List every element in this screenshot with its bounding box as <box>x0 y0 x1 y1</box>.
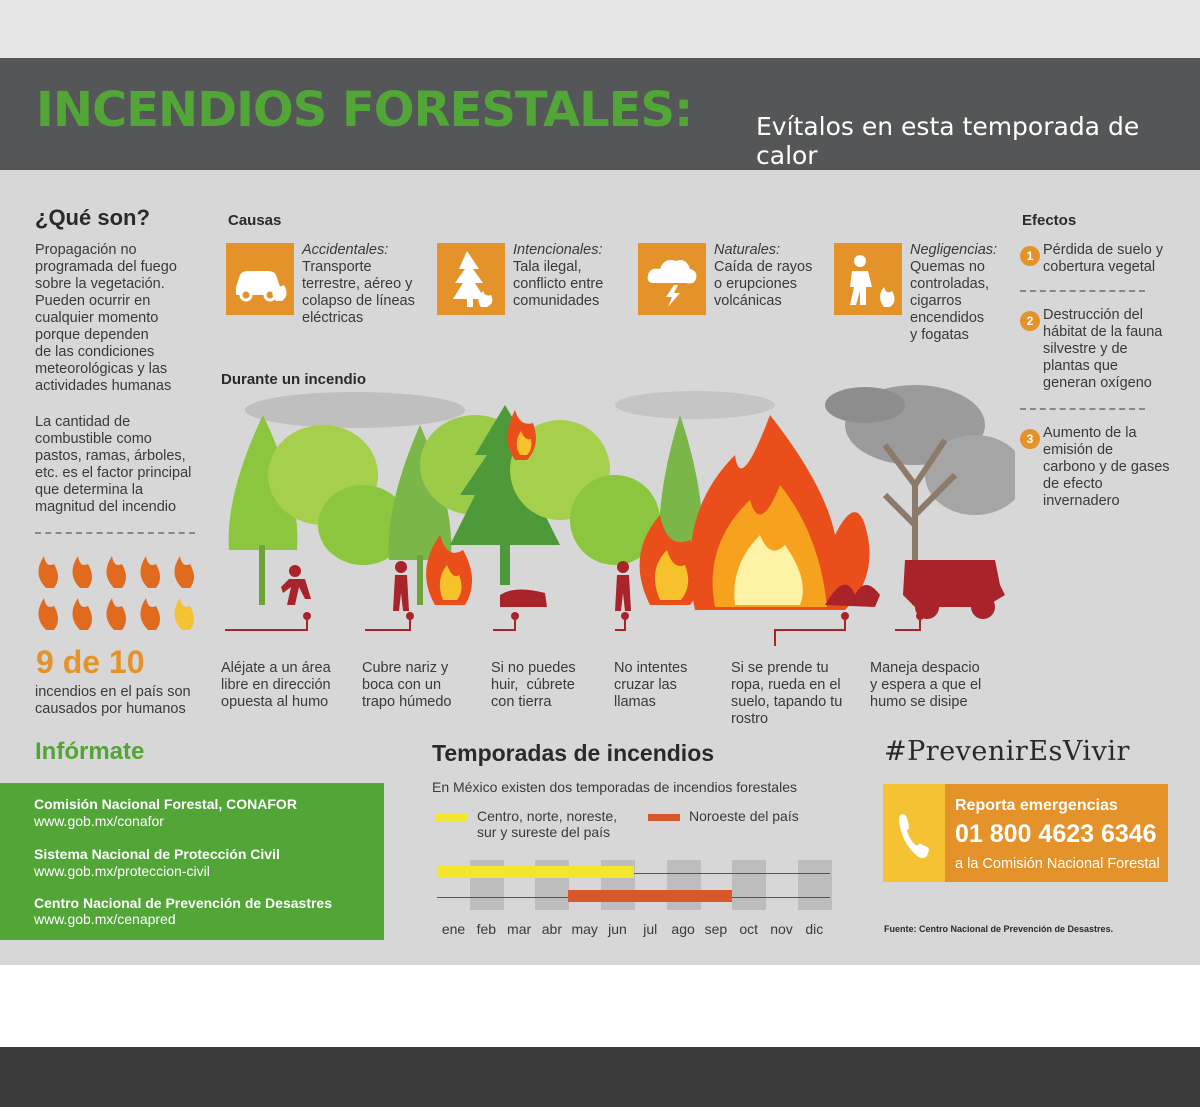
tip-pointers <box>215 606 955 646</box>
car-fire-icon <box>226 243 294 315</box>
divider <box>1020 290 1145 292</box>
tree-fire-icon <box>437 243 505 315</box>
month-label: mar <box>507 921 532 937</box>
org-link[interactable]: www.gob.mx/cenapred <box>34 911 176 927</box>
month-label: nov <box>770 921 793 937</box>
que-son-heading: ¿Qué son? <box>35 205 150 230</box>
page-subtitle: Evítalos en esta temporada de calor <box>756 112 1140 170</box>
effect-2: Destrucción del hábitat de la fauna silvestre y de plantas que generan oxígeno <box>1043 307 1163 391</box>
effect-number-3: 3 <box>1020 429 1040 449</box>
month-column-bg <box>798 860 832 910</box>
cause-naturales: Naturales: Caída de rayos o erupciones volcánicas <box>714 242 813 309</box>
report-phone-number[interactable]: 01 800 4623 6346 <box>955 820 1157 848</box>
page-title: INCENDIOS FORESTALES: <box>36 82 693 138</box>
effect-number-1: 1 <box>1020 246 1040 266</box>
que-son-text-1: Propagación no programada del fuego sobre la vegetación. Pueden ocurrir en cualquier momento porque dependen de las condiciones meteorológicas y las actividades humanas <box>35 242 177 394</box>
effect-1: Pérdida de suelo y cobertura vegetal <box>1043 242 1164 275</box>
month-label: may <box>571 921 598 937</box>
legend-label-2: Noroeste del país <box>689 808 799 824</box>
efectos-heading: Efectos <box>1022 212 1077 229</box>
fire-icon <box>106 556 126 588</box>
fire-icon <box>38 598 58 630</box>
stat-big: 9 de 10 <box>36 644 145 680</box>
que-son-text-2: La cantidad de combustible como pastos, ramas, árboles, etc. es el factor principal que determina la magnitud del incendio <box>35 414 192 515</box>
org-name: Comisión Nacional Forestal, CONAFOR <box>34 796 297 812</box>
fire-icon <box>72 598 92 630</box>
org-name: Centro Nacional de Prevención de Desastres <box>34 895 332 911</box>
month-label: ene <box>441 921 466 937</box>
temporadas-heading: Temporadas de incendios <box>432 740 715 766</box>
cause-intencionales: Intencionales: Tala ilegal, conflicto entre comunidades <box>513 242 604 309</box>
month-label: dic <box>805 921 824 937</box>
month-column-bg <box>732 860 766 910</box>
month-label: feb <box>476 921 497 937</box>
divider <box>1020 408 1145 410</box>
person-fire-icon <box>834 243 902 315</box>
month-label: oct <box>739 921 759 937</box>
stat-caption: incendios en el país son causados por humanos <box>35 684 191 717</box>
month-label: abr <box>541 921 562 937</box>
hashtag: #PrevenirEsVivir <box>884 736 1130 767</box>
fire-icon <box>140 598 160 630</box>
org-name: Sistema Nacional de Protección Civil <box>34 846 280 862</box>
fire-icon <box>174 556 194 588</box>
legend-swatch-orange <box>648 814 680 821</box>
fire-icon <box>140 556 160 588</box>
fire-icon-grid <box>28 548 208 638</box>
phone-icon <box>883 784 945 882</box>
tip-no-cruzar: No intentes cruzar las llamas <box>614 660 688 710</box>
month-label: jul <box>643 921 658 937</box>
divider <box>35 532 195 534</box>
cause-accidentales: Accidentales: Transporte terrestre, aéreo y colapso de líneas eléctricas <box>302 242 415 326</box>
tip-maneja: Maneja despacio y espera a que el humo se disipe <box>870 660 982 710</box>
report-to: a la Comisión Nacional Forestal <box>955 856 1160 872</box>
org-link[interactable]: www.gob.mx/conafor <box>34 813 164 829</box>
month-label: jun <box>608 921 627 937</box>
fire-icon <box>174 598 194 630</box>
fire-icon <box>38 556 58 588</box>
fire-icon <box>72 556 92 588</box>
bottom-dark-band <box>0 1047 1200 1107</box>
org-link[interactable]: www.gob.mx/proteccion-civil <box>34 863 210 879</box>
tip-cubre-nariz: Cubre nariz y boca con un trapo húmedo <box>362 660 452 710</box>
storm-cloud-icon <box>638 243 706 315</box>
causas-heading: Causas <box>228 212 282 229</box>
effect-3: Aumento de la emisión de carbono y de gases de efecto invernadero <box>1043 425 1170 509</box>
temporadas-subtitle: En México existen dos temporadas de incendios forestales <box>432 779 797 795</box>
forest-fire-illustration <box>215 385 1015 625</box>
informate-heading: Infórmate <box>35 738 145 765</box>
tip-cubrete-tierra: Si no puedes huir, cúbrete con tierra <box>491 660 576 710</box>
legend-label-1: Centro, norte, noreste, sur y sureste del país <box>477 808 618 840</box>
month-column-bg <box>667 860 701 910</box>
month-label: sep <box>704 921 728 937</box>
cause-negligencias: Negligencias: Quemas no controladas, cigarros encendidos y fogatas <box>910 242 998 343</box>
effect-number-2: 2 <box>1020 311 1040 331</box>
season-bar-centro <box>437 866 634 878</box>
season-bar-noroeste <box>568 890 732 902</box>
report-label: Reporta emergencias <box>955 797 1118 814</box>
tip-rueda: Si se prende tu ropa, rueda en el suelo, tapando tu rostro <box>731 660 843 727</box>
legend-swatch-yellow <box>435 814 467 821</box>
month-label: ago <box>671 921 695 937</box>
informate-box <box>0 783 384 940</box>
fire-icon <box>106 598 126 630</box>
bottom-white-band <box>0 965 1200 1047</box>
top-band <box>0 0 1200 58</box>
tip-alejate: Aléjate a un área libre en dirección opuesta al humo <box>221 660 331 710</box>
source: Fuente: Centro Nacional de Prevención de Desastres. <box>884 924 1114 934</box>
durante-heading: Durante un incendio <box>221 371 367 388</box>
